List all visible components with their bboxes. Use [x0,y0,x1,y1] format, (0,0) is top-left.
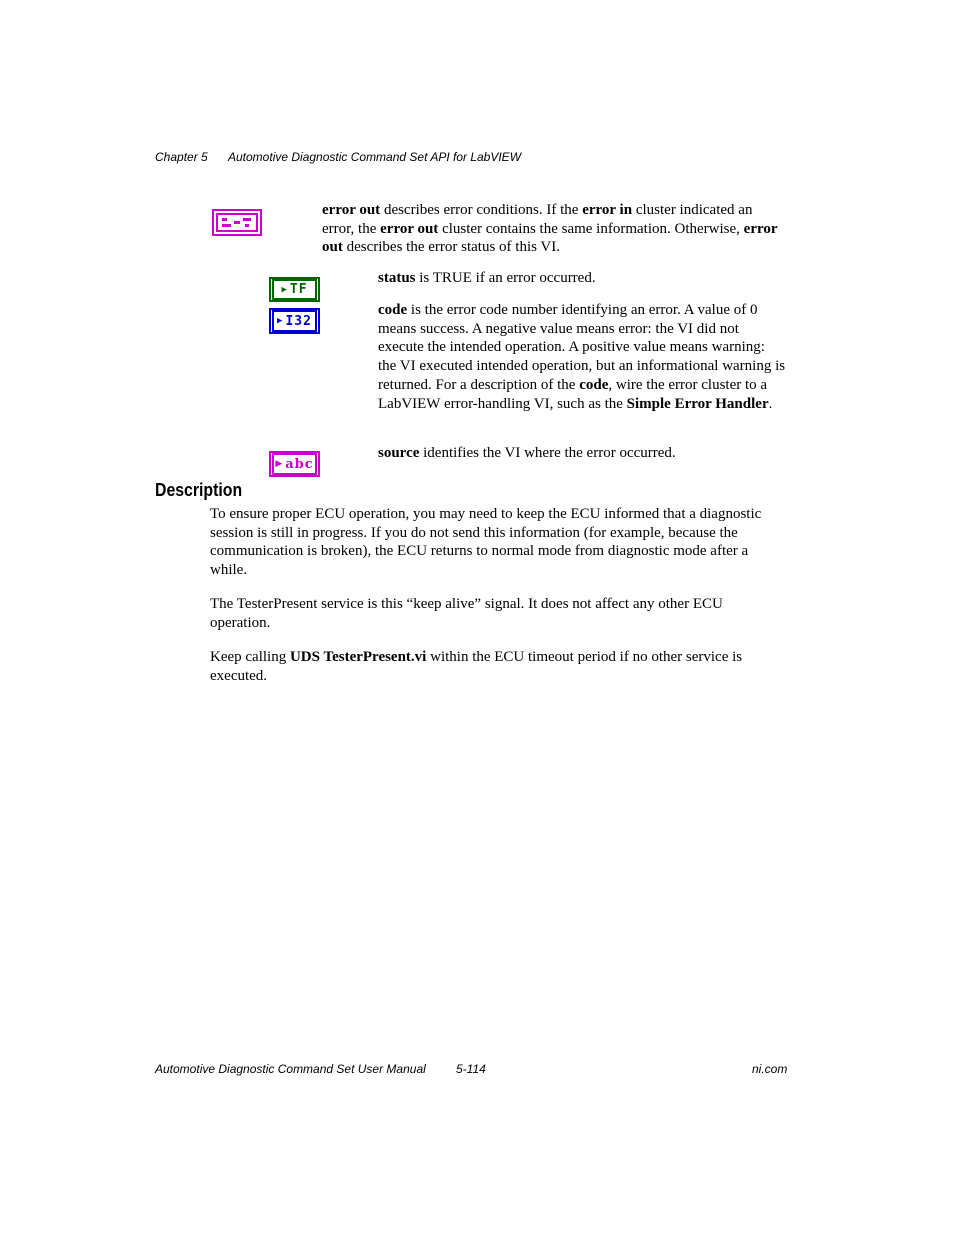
i32-numeric-icon [269,308,320,334]
bold-run: error out [380,220,439,237]
text-run: identifies the VI where the error occurred. [419,445,676,461]
icon-label: I32 [285,313,312,329]
i32-triangle: ▶ [277,316,284,326]
param-name: status [378,270,416,286]
param-error-out [322,201,784,257]
error-cluster-icon [212,209,262,236]
section-heading: Description [155,480,243,500]
param-status [378,269,784,288]
icon-label: TF [289,282,308,297]
bold-run: error out [322,220,778,256]
param-name: source [378,445,420,461]
text-run: Keep calling [210,649,290,665]
param-source-text [378,444,784,463]
description-paragraph-1: To ensure proper ECU operation, you may need to keep the ECU informed that a diagnostic session is still in progress. If you do not send this information (for example, because the communication is broken), the ECU returns to normal mode from diagnostic mode after a while. [210,506,762,579]
text-run: is TRUE if an error occurred. [415,270,596,286]
text-run: describes the error status of this VI. [342,239,561,256]
boolean-tf-icon [269,277,320,302]
text-run: , wire the error cluster to a LabVIEW error-handling VI, such as the [378,376,768,412]
header-chapter: Chapter 5 [155,150,208,164]
icon-label: abc [285,456,314,472]
text-run: cluster indicated an error, the [322,202,753,237]
param-error-out-text [322,201,784,257]
footer-manual: Automotive Diagnostic Command Set User Manual [155,1062,426,1076]
string-abc-icon [269,451,320,477]
param-code [378,301,786,413]
param-code-text [378,301,786,413]
text-run: . [768,395,773,412]
text-run: is the error code number identifying an error. A value of 0 means success. A negative value means error: the VI did not execute the intended operation. A positive value means warning: the VI executed intended operation, but an informational warning is returned. For a description of the [378,302,786,393]
text-run: describes error conditions. If the [380,202,583,218]
text-run: cluster contains the same information. Otherwise, [438,220,744,237]
param-source [378,444,784,463]
description-paragraph-2: The TesterPresent service is this “keep alive” signal. It does not affect any other ECU operation. [210,596,723,631]
param-name: code [378,302,408,318]
text-run: within the ECU timeout period if no other service is executed. [210,649,743,684]
description-paragraph-3 [210,648,786,685]
vi-name: UDS TesterPresent.vi [289,649,427,665]
param-name: error out [322,202,381,218]
param-status-text [378,269,784,288]
footer-site: ni.com [752,1062,788,1076]
error-cluster-glyph [215,212,259,233]
abc-triangle: ▶ [275,459,284,469]
tf-triangle: ▶ [281,284,288,295]
footer-page-number: 5-114 [456,1062,486,1076]
bold-run: code [579,376,609,393]
header-title: Automotive Diagnostic Command Set API for LabVIEW [228,150,522,164]
bold-run: error in [582,202,633,218]
bold-run: Simple Error Handler [626,395,769,412]
